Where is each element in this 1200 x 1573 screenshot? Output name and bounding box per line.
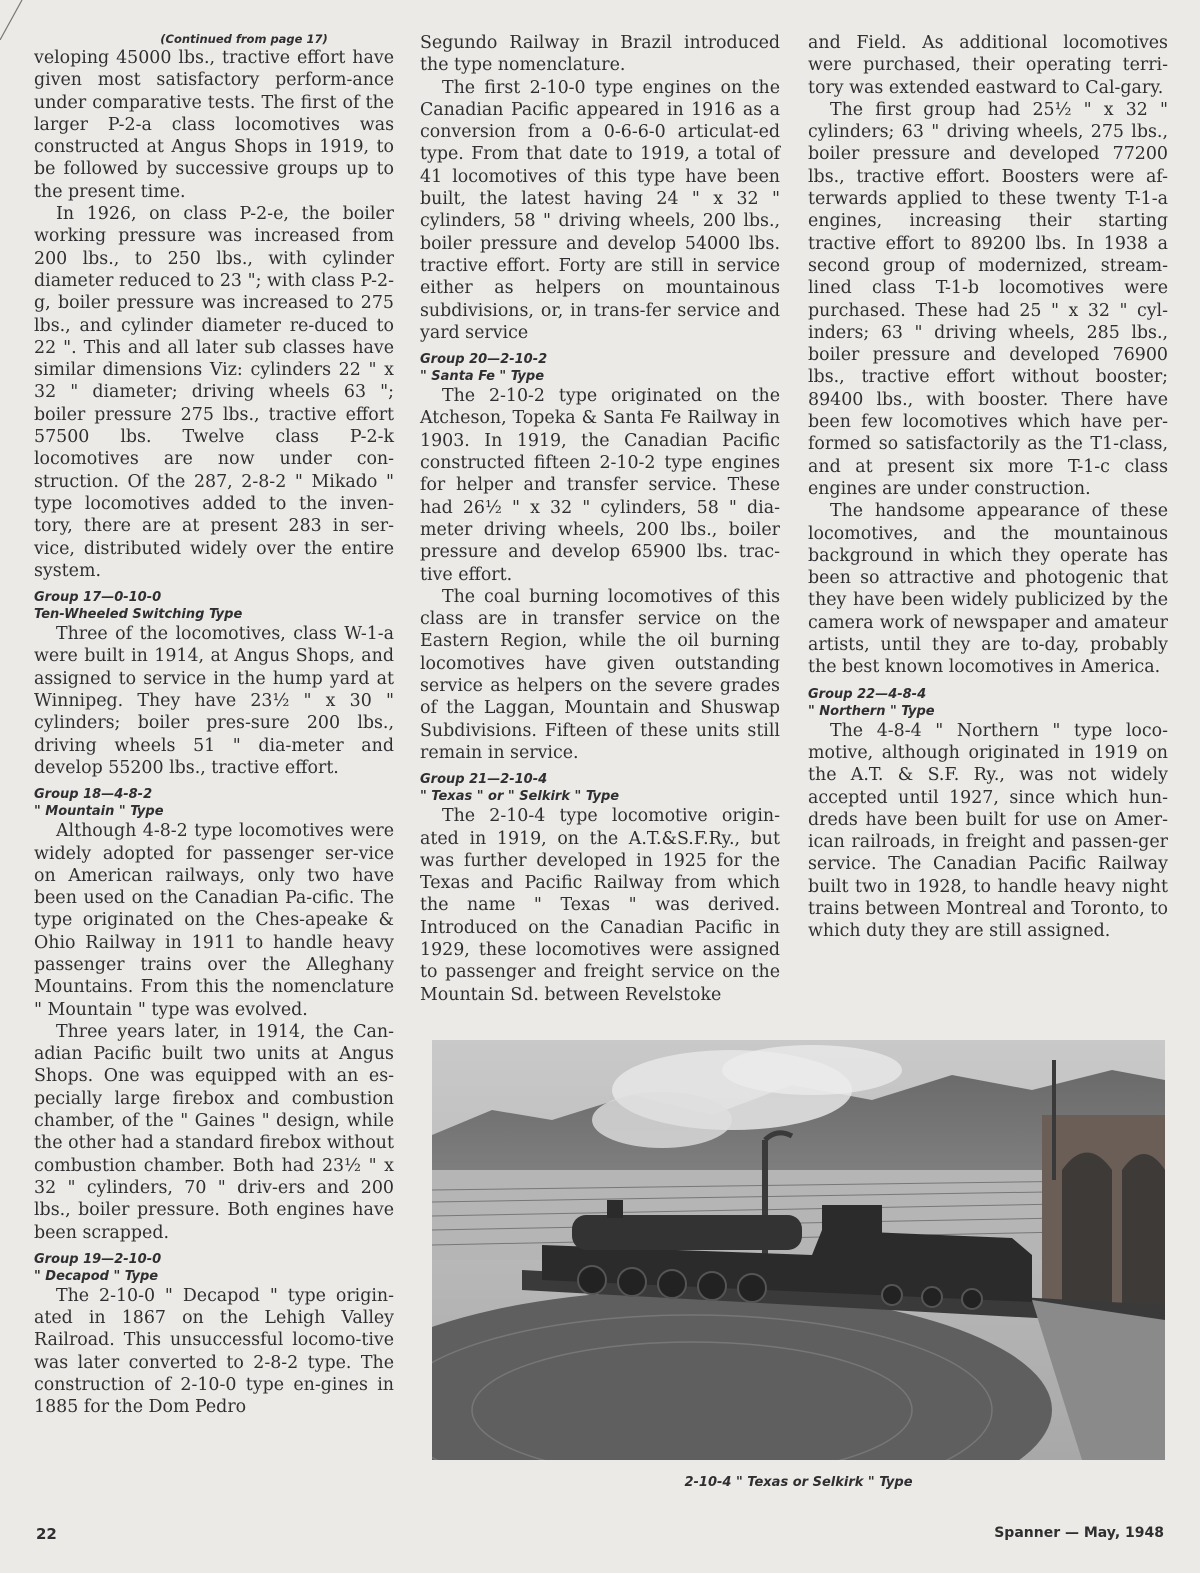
paragraph: The first group had 25½ " x 32 " cylinders; 63 " driving wheels, 275 lbs., boiler pressure and developed 77200 lbs., tractive effort. Boosters were af-terwards applied to these twenty T-1-a engines, increasing their starting tractive effort to 89200 lbs. In 1938 a second group of modernized, stream-lined class T-1-b locomotives were purchased. These had 25 " x 32 " cyl-inders; 63 " driving wheels, 285 lbs., boiler pressure and developed 76900 lbs., tractive effort without booster; 89400 lbs., with booster. There have been few locomotives which have per-formed so satisfactorily as the T1-class, and at present six more T-1-c class engines are under construction. (808, 99, 1168, 499)
continued-note: (Continued from page 17) (160, 32, 328, 46)
column-2 (420, 32, 780, 1006)
group-heading-line: Group 21—2-10-4 (420, 772, 548, 788)
paragraph: The 4-8-4 " Northern " type loco-motive, although originated in 1919 on the A.T. & S.F. Ry., was not widely accepted until 1927, since which hun-dreds have been built for use on Amer-ican railroads, in freight and passen-ger service. The Canadian Pacific Railway built two in 1928, to handle heavy night trains between Montreal and Toronto, to which duty they are still assigned. (808, 720, 1168, 942)
paragraph: Although 4-8-2 type locomotives were widely adopted for passenger ser-vice on American railways, only two have been used on the Canadian Pa-cific. The type originated on the Ches-apeake & Ohio Railway in 1911 to handle heavy passenger trains over the Alleghany Mountains. From this the nomenclature " Mountain " type was evolved. (34, 821, 394, 1020)
paragraph: The first 2-10-0 type engines on the Canadian Pacific appeared in 1916 as a conversion from a 0-6-6-0 articulat-ed type. From that date to 1919, a total of 41 locomotives of this type have been built, the latest having 24 " x 32 " cylinders, 58 " driving wheels, 200 lbs., boiler pressure and develop 54000 lbs. tractive effort. Forty are still in service either as helpers on mountainous subdivisions, or, in trans-fer service and yard service (420, 77, 780, 343)
publication-footer: Spanner — May, 1948 (994, 1525, 1164, 1541)
paragraph: The handsome appearance of these locomotives, and the mountainous background in which they operate has been so attractive and photogenic that they have been widely publicized by the camera work of newspaper and amateur artists, until they are to-day, probably the best known locomotives in America. (808, 501, 1168, 678)
paragraph: The coal burning locomotives of this class are in transfer service on the Eastern Region, while the oil burning locomotives have given outstanding service as helpers on the severe grades of the Laggan, Mountain and Shuswap Subdivisions. Fifteen of these units still remain in service. (420, 586, 780, 763)
group-heading-line: " Santa Fe " Type (420, 369, 545, 385)
locomotive-photo (432, 1040, 1165, 1460)
group-heading-line: Group 18—4-8-2 (34, 787, 153, 803)
photo-caption: 2-10-4 " Texas or Selkirk " Type (684, 1475, 913, 1490)
group-heading-line: " Mountain " Type (34, 804, 164, 820)
group-heading-line: " Texas " or " Selkirk " Type (420, 789, 620, 805)
page-fold-mark (0, 0, 30, 40)
paragraph: In 1926, on class P-2-e, the boiler working pressure was increased from 200 lbs., to 250 lbs., with cylinder diameter reduced to 23 "; with class P-2-g, boiler pressure was increased to 275 lbs., and cylinder diameter re-duced to 22 ". This and all later sub classes have similar dimensions Viz: cylinders 22 " x 32 " diameter; driving wheels 63 "; boiler pressure 275 lbs., tractive effort 57500 lbs. Twelve class P-2-k locomotives are now under con-struction. Of the 287, 2-8-2 " Mikado " type locomotives added to the inven-tory, there are at present 283 in ser-vice, distributed widely over the entire system. (34, 204, 394, 581)
group-heading-line: Group 22—4-8-4 (808, 686, 927, 702)
paragraph: veloping 45000 lbs., tractive effort have given most satisfactory perform-ance under comparative tests. The first of the larger P-2-a class locomotives was constructed at Angus Shops in 1919, to be followed by successive groups up to the present time. (34, 48, 394, 202)
paragraph: Three years later, in 1914, the Can-adian Pacific built two units at Angus Shops. One was equipped with an es-pecially large firebox and combustion chamber, of the " Gaines " design, while the other had a standard firebox without combustion chamber. Both had 23½ " x 32 " cylinders, 70 " driv-ers and 200 lbs., boiler pressure. Both engines have been scrapped. (34, 1021, 394, 1243)
group-20-heading (420, 351, 780, 385)
group-heading-line: Ten-Wheeled Switching Type (34, 607, 243, 623)
paragraph: Three of the locomotives, class W-1-a were built in 1914, at Angus Shops, and assigned to service in the hump yard at Winnipeg. They have 23½ " x 30 " cylinders; boiler pres-sure 200 lbs., driving wheels 51 " dia-meter and develop 55200 lbs., tractive effort. (34, 624, 394, 778)
paragraph: and Field. As additional locomotives were purchased, their operating terri-tory was extended eastward to Cal-gary. (808, 33, 1168, 98)
group-heading-line: " Northern " Type (808, 703, 935, 719)
column-3 (808, 32, 1168, 943)
group-21-heading (420, 771, 780, 805)
page-number: 22 (36, 1525, 57, 1543)
group-19-heading (34, 1251, 394, 1285)
paragraph: The 2-10-2 type originated on the Atcheson, Topeka & Santa Fe Railway in 1903. In 1919, the Canadian Pacific constructed fifteen 2-10-2 type engines for helper and transfer service. These had 26½ " x 32 " cylinders, 58 " dia-meter driving wheels, 200 lbs., boiler pressure and develop 65900 lbs. trac-tive effort. (420, 386, 780, 585)
group-heading-line: " Decapod " Type (34, 1268, 159, 1284)
locomotive-photo-illustration (432, 1040, 1165, 1460)
group-heading-line: Group 19—2-10-0 (34, 1251, 162, 1267)
group-17-heading (34, 589, 394, 623)
group-18-heading (34, 786, 394, 820)
group-heading-line: Group 20—2-10-2 (420, 352, 548, 368)
paragraph: The 2-10-0 " Decapod " type origin-ated in 1867 on the Lehigh Valley Railroad. This unsuccessful locomo-tive was later converted to 2-8-2 type. The construction of 2-10-0 type en-gines in 1885 for the Dom Pedro (34, 1285, 394, 1418)
paragraph: Segundo Railway in Brazil introduced the type nomenclature. (420, 33, 780, 76)
paragraph: The 2-10-4 type locomotive origin-ated in 1919, on the A.T.&S.F.Ry., but was further developed in 1925 for the Texas and Pacific Railway from which the name " Texas " was derived. Introduced on the Canadian Pacific in 1929, these locomotives were assigned to passenger and freight service on the Mountain Sd. between Revelstoke (420, 806, 780, 1005)
group-heading-line: Group 17—0-10-0 (34, 590, 162, 606)
group-22-heading (808, 686, 1168, 720)
column-1 (34, 32, 394, 1419)
